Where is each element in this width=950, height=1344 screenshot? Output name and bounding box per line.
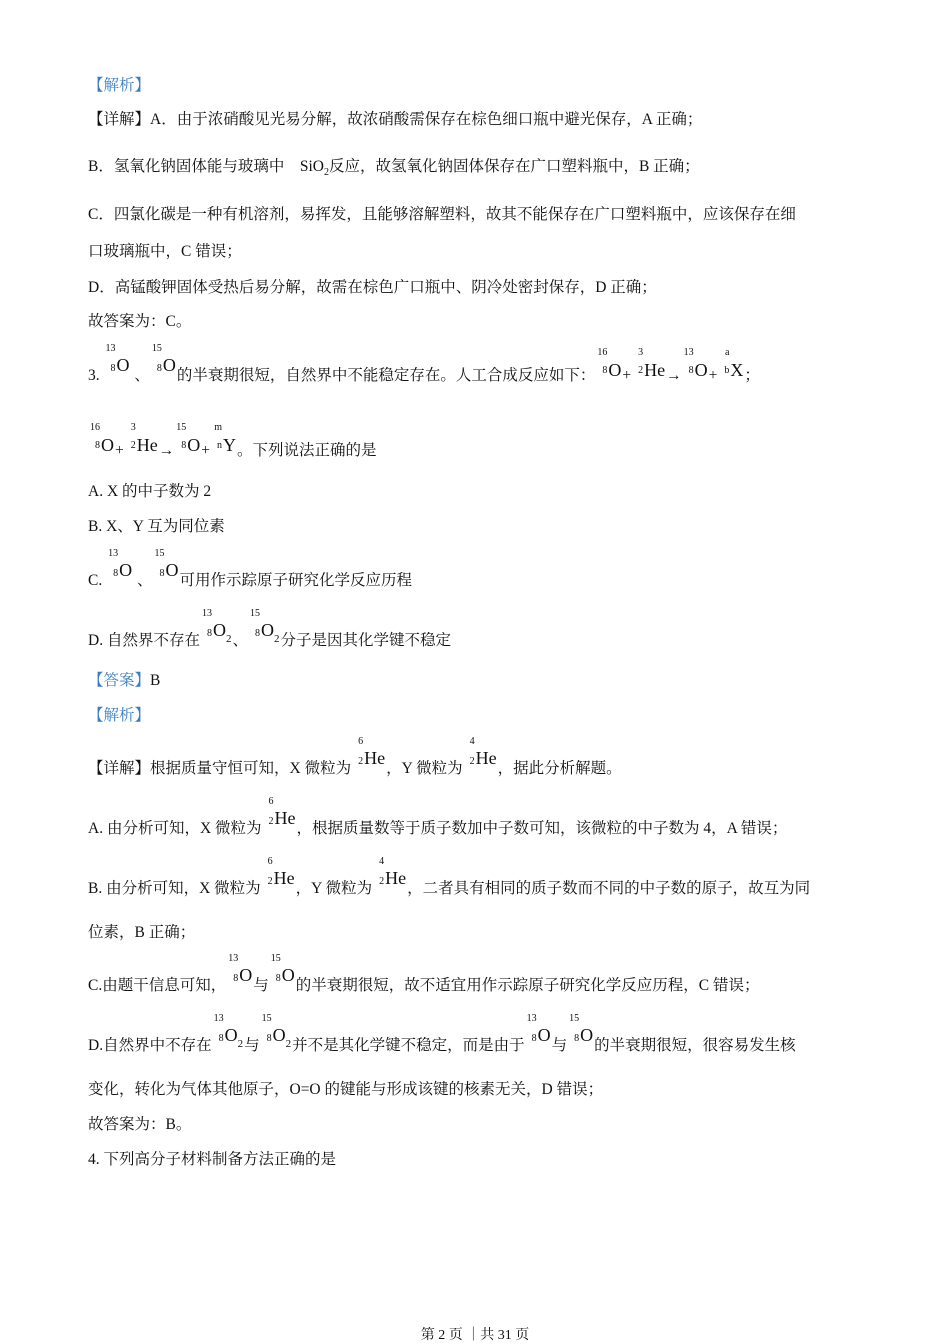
text-segment: + [115,442,124,459]
text-segment: A. 由分析可知，X 微粒为 [88,820,262,837]
isotope-notation [526,1013,551,1056]
text-segment: ，据此分析解题。 [497,760,622,777]
text-line [88,242,242,262]
mass-number: 13 [526,1013,537,1024]
mass-number: 4 [469,736,475,747]
text-line [88,1115,191,1135]
atomic-number: 8 [266,1033,272,1044]
atomic-number: 2 [358,756,364,767]
isotope-numbers [211,422,223,455]
mass-number: m [214,422,222,433]
element-symbol: He [385,868,407,888]
isotope-notation [227,953,253,996]
text-line [88,482,211,502]
atomic-number: b [724,365,730,376]
text-segment: D.自然界中不存在 [88,1037,212,1054]
isotope-notation [105,343,130,386]
mass-number: 15 [261,1013,272,1024]
text-line [88,278,657,298]
text-segment: 4. 下列高分子材料制备方法正确的是 [88,1151,337,1168]
text-line [88,110,702,130]
mass-number: 3 [130,422,136,433]
element-symbol: Y [223,435,236,455]
element-symbol: O [608,360,622,380]
atomic-number: n [217,440,222,451]
isotope-notation [175,422,201,461]
text-segment: → [158,442,175,459]
isotope-numbers [175,422,187,455]
element-symbol: O [694,360,708,380]
isotope-notation [373,856,407,899]
isotope-numbers [596,347,608,380]
text-segment: 【详解】根据质量守恒可知，X 微粒为 [88,760,352,777]
text-segment: 的半衰期很短，很容易发生核 [594,1037,796,1054]
isotope-numbers [107,548,119,585]
element-symbol: He [274,808,296,828]
isotope-numbers [263,796,275,833]
text-segment: 并不是其化学键不稳定，而是由于 [292,1037,525,1054]
isotope-numbers [352,736,364,773]
text-segment: B [150,672,161,689]
isotope-numbers [249,608,261,645]
subscript: 2 [273,633,280,645]
text-segment: 反应，故氢氧化钠固体保存在广口塑料瓶中，B 正确； [328,158,700,175]
subscript: 2 [237,1038,244,1050]
mass-number: 13 [105,343,116,354]
atomic-number: 2 [469,756,475,767]
mass-number: 13 [108,548,119,559]
mass-number: 15 [270,953,281,964]
text-line [88,422,377,461]
isotope-notation [262,856,295,899]
isotope-notation [125,422,158,461]
section-label: 【答案】 [88,672,151,689]
isotope-numbers [632,347,644,380]
text-segment: 。下列说法正确的是 [237,442,377,459]
text-segment: 故答案为：B。 [88,1116,192,1133]
text-segment: 、 [133,572,153,589]
atomic-number: 8 [602,365,608,376]
text-line [88,923,195,943]
subscript: 2 [225,633,232,645]
text-segment: ，二者具有相同的质子数而不同的中子数的原子，故互为同 [407,880,811,897]
atomic-number: 8 [159,568,165,579]
isotope-numbers [270,953,282,990]
element-symbol: X [730,360,744,380]
text-segment: C．四氯化碳是一种有机溶剂，易挥发，且能够溶解塑料，故其不能保存在广口塑料瓶中，应该保存在细 [88,206,796,223]
mass-number: 6 [268,796,274,807]
text-segment: → [666,367,682,384]
text-line [88,517,225,537]
atomic-number: 2 [379,876,385,887]
atomic-number: 8 [233,973,239,984]
text-segment: 【详解】A．由于浓硝酸见光易分解，故浓硝酸需保存在棕色细口瓶中避光保存，A 正确； [88,111,703,128]
isotope-notation [201,608,232,652]
mass-number: 16 [597,347,608,358]
text-segment: 与 [244,1037,260,1054]
text-segment: C. [88,572,107,589]
text-segment: 与 [253,977,269,994]
atomic-number: 8 [218,1033,224,1044]
mass-number: 3 [638,347,644,358]
isotope-notation [153,548,179,591]
isotope-notation [568,1013,594,1056]
element-symbol: O [537,1025,551,1045]
mass-number: 15 [249,608,260,619]
subscript: 2 [323,167,329,179]
isotope-numbers [526,1013,538,1050]
isotope-numbers [151,343,163,380]
isotope-numbers [718,347,730,380]
mass-number: 13 [201,608,212,619]
text-segment: 口玻璃瓶中，C 错误； [88,243,242,260]
text-line [88,157,700,183]
element-symbol: O [101,435,114,455]
text-segment: 故答案为：C。 [88,313,192,330]
isotope-numbers [683,347,695,380]
element-symbol: He [475,748,497,768]
element-symbol: O [116,355,130,375]
text-line [88,856,811,899]
mass-number: 13 [683,347,694,358]
element-symbol: O [119,560,133,580]
atomic-number: 8 [254,628,260,639]
isotope-notation [107,548,133,591]
isotope-numbers [153,548,165,585]
atomic-number: 8 [574,1033,580,1044]
element-symbol: O [239,965,253,985]
element-symbol: He [273,868,295,888]
mass-number: 6 [358,736,364,747]
isotope-notation [718,347,744,386]
isotope-notation [352,736,386,779]
isotope-numbers [261,1013,273,1050]
text-line [88,706,150,726]
text-segment: 、 [232,632,248,649]
atomic-number: 8 [181,440,187,451]
text-line [88,796,788,839]
atomic-number: 8 [113,568,119,579]
isotope-notation [249,608,280,652]
text-segment: ，Y 微粒为 [386,760,463,777]
isotope-numbers [105,343,117,380]
atomic-number: 8 [156,363,162,374]
text-segment: B．氢氧化钠固体能与玻璃中 SiO [88,158,324,175]
text-segment: B. 由分析可知，X 微粒为 [88,880,261,897]
isotope-notation [632,347,666,386]
text-segment: 3. [88,367,104,384]
isotope-notation [263,796,296,839]
element-symbol: O [224,1025,238,1045]
isotope-notation [213,1013,244,1057]
isotope-numbers [201,608,213,645]
element-symbol: O [272,1025,286,1045]
text-line [88,1013,796,1057]
isotope-notation [270,953,295,996]
text-segment: + [201,442,210,459]
isotope-numbers [568,1013,580,1050]
text-segment: ，根据质量数等于质子数加中子数可知，该微粒的中子数为 4，A 错误； [296,820,788,837]
text-segment: + [708,367,718,384]
text-line [88,343,760,386]
isotope-numbers [89,422,101,455]
text-segment: C.由题干信息可知， [88,977,227,994]
text-segment: 可用作示踪原子研究化学反应历程 [179,572,412,589]
text-segment: 的半衰期很短，故不适宜用作示踪原子研究化学反应历程，C 错误； [295,977,760,994]
text-segment: ，Y 微粒为 [295,880,373,897]
atomic-number: 2 [130,440,136,451]
text-segment: ； [744,367,760,384]
text-line [88,312,191,332]
section-label: 【解析】 [88,707,151,724]
text-segment: 与 [551,1037,568,1054]
text-line [88,1080,603,1100]
element-symbol: He [644,360,666,380]
element-symbol: O [187,435,201,455]
element-symbol: O [260,620,274,640]
element-symbol: O [580,1025,594,1045]
text-line [88,205,796,225]
mass-number: 15 [151,343,162,354]
isotope-numbers [464,736,476,773]
mass-number: 13 [213,1013,224,1024]
isotope-notation [683,347,708,386]
mass-number: 4 [379,856,385,867]
section-label: 【解析】 [88,77,151,94]
element-symbol: O [281,965,295,985]
text-segment: B. X、Y 互为同位素 [88,518,225,535]
atomic-number: 8 [95,440,100,451]
text-segment: 、 [130,367,150,384]
isotope-notation [464,736,497,779]
text-segment: A. X 的中子数为 2 [88,483,212,500]
isotope-notation [151,343,176,386]
subscript: 2 [285,1038,292,1050]
mass-number: 6 [267,856,273,867]
text-line [88,76,150,96]
element-symbol: He [136,435,158,455]
mass-number: 15 [569,1013,580,1024]
text-segment: 的半衰期很短，自然界中不能稳定存在。人工合成反应如下： [176,367,596,384]
isotope-notation [596,347,622,386]
page-footer: 第 2 页 ｜共 31 页 [420,1328,530,1343]
element-symbol: O [162,355,176,375]
element-symbol: O [165,560,179,580]
isotope-notation [89,422,114,461]
atomic-number: 8 [110,363,116,374]
text-line [88,671,160,691]
atomic-number: 8 [206,628,212,639]
text-segment: 分子是因其化学键不稳定 [280,632,451,649]
isotope-numbers [227,953,239,990]
atomic-number: 8 [531,1033,537,1044]
text-line [88,1150,336,1170]
mass-number: 15 [176,422,187,433]
isotope-numbers [373,856,385,893]
text-segment: 位素，B 正确； [88,924,196,941]
text-segment: D. 自然界不存在 [88,632,200,649]
isotope-notation [261,1013,292,1057]
atomic-number: 2 [638,365,644,376]
atomic-number: 8 [688,365,694,376]
atomic-number: 8 [275,973,281,984]
mass-number: a [724,347,730,358]
element-symbol: O [212,620,226,640]
text-line [88,953,760,996]
mass-number: 13 [228,953,239,964]
text-line [88,608,451,652]
element-symbol: He [364,748,386,768]
isotope-notation [211,422,236,461]
text-line [88,736,622,779]
atomic-number: 2 [267,876,273,887]
isotope-numbers [262,856,274,893]
mass-number: 15 [154,548,165,559]
text-segment: D．高锰酸钾固体受热后易分解，故需在棕色广口瓶中、阴冷处密封保存，D 正确； [88,279,657,296]
text-segment: + [622,367,632,384]
atomic-number: 2 [268,816,274,827]
isotope-numbers [213,1013,225,1050]
text-line [88,548,412,591]
text-segment: 变化，转化为气体其他原子，O=O 的键能与形成该键的核素无关，D 错误； [88,1081,604,1098]
isotope-numbers [125,422,137,455]
mass-number: 16 [90,422,100,433]
